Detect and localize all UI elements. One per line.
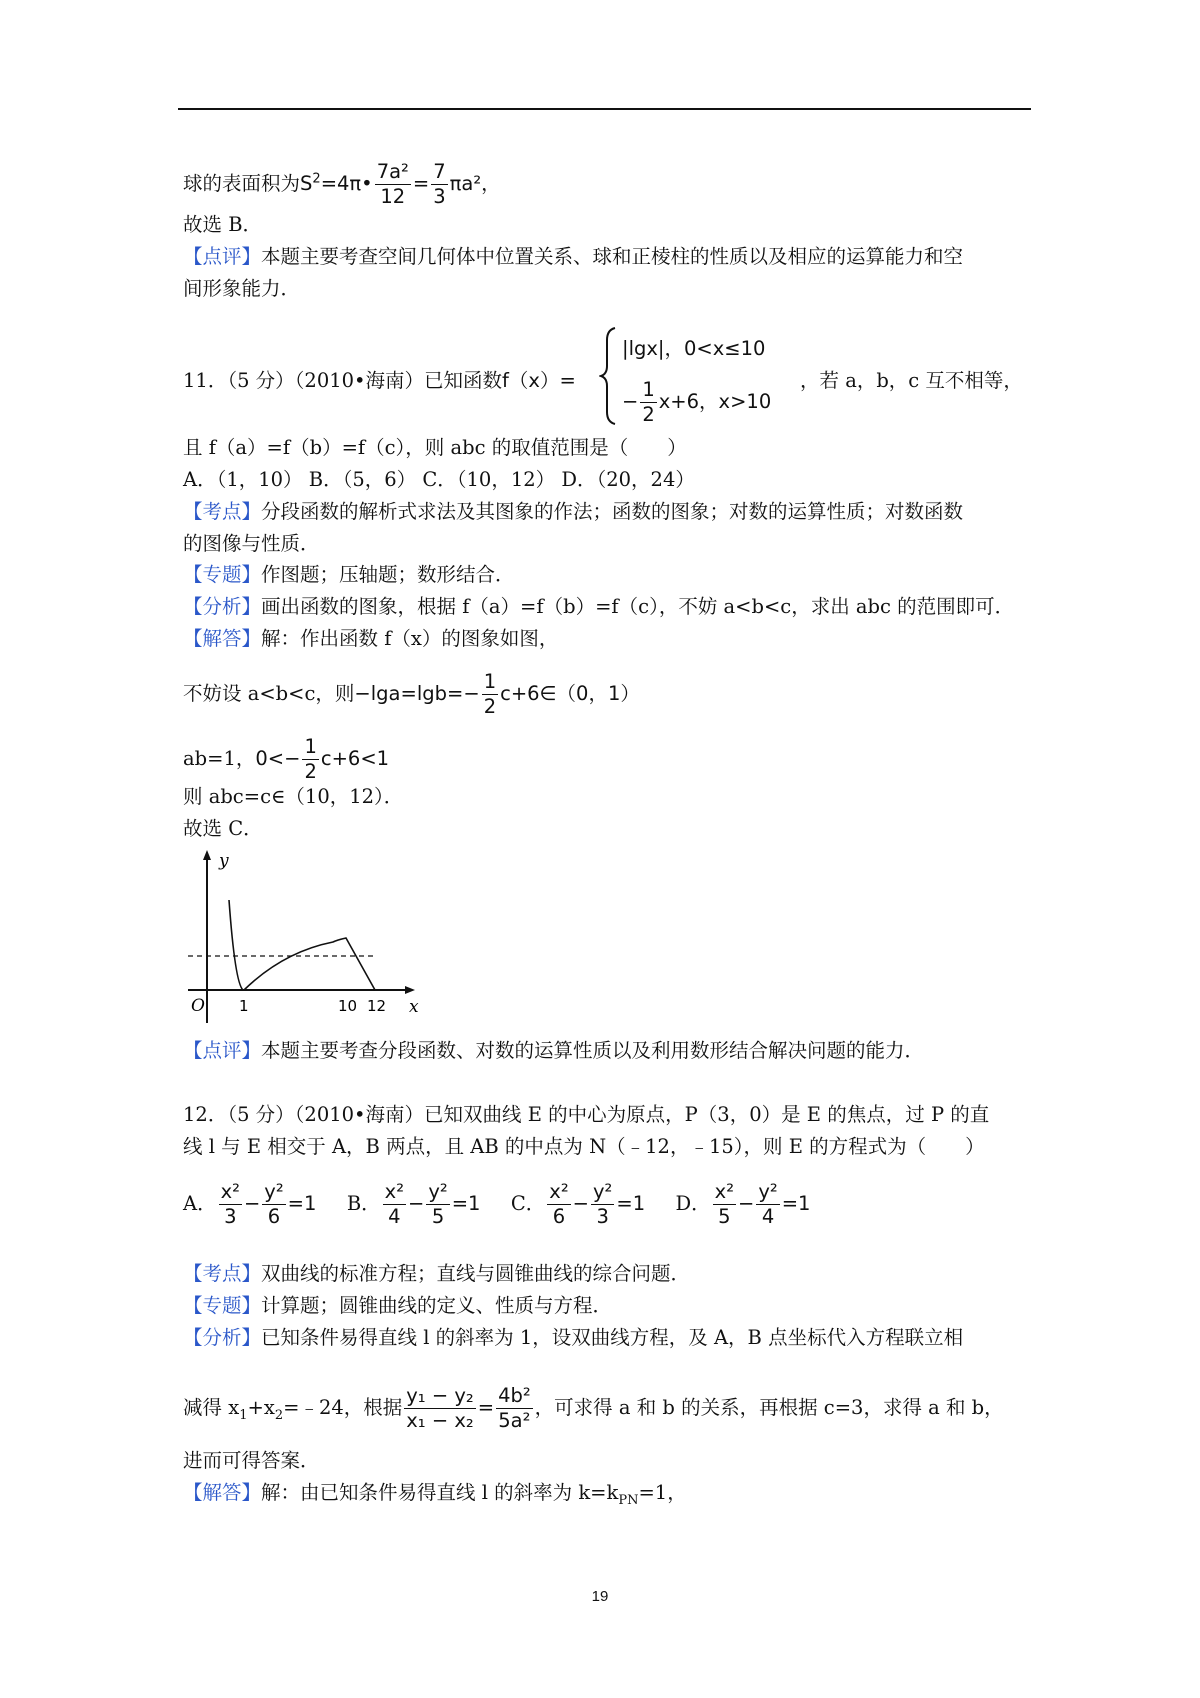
function-graph: [183, 848, 423, 1028]
q11-step-4: 故选 C．: [183, 817, 263, 840]
tick-10: 10: [338, 997, 358, 1015]
x-axis-arrow-icon: [405, 986, 415, 994]
q11-head: 11．（5 分）（2010•海南）已知函数f（x）=: [183, 369, 576, 392]
q11-step-2: ab=1，0<− $\frac{1}{2}$ c+6<1: [183, 735, 390, 783]
option-d: D． $\frac{\text{x²}}{5}$ − $\frac{\text{y²}}{4}$ =1: [675, 1180, 811, 1228]
option-c: C． $\frac{\text{x²}}{6}$ − $\frac{\text{y²}}{3}$ =1: [510, 1180, 646, 1228]
q12-fenxi-2: 减得 $x_1+x_2=﹣24$，根据 $\frac{\text{y₁ − y₂}}{\text{x₁ − x₂}}$ = $\frac{\text{4b²}}{\text{5a²}}$ ，可求得 a 和 b 的关系，再根据 c=3，求得 a 和 b，: [183, 1384, 1004, 1432]
tick-12: 12: [367, 997, 387, 1015]
q11-kaodian-1: 【考点】分段函数的解析式求法及其图象的作法；函数的图象；对数的运算性质；对数函数: [183, 500, 964, 523]
q12-fenxi-3: 进而可得答案．: [183, 1449, 320, 1472]
sphere-line: 球的表面积为$S^2=4\pi•$ $\frac{\text{7a²}}{12}$ = $\frac{7}{3}$ πa²，: [183, 160, 501, 208]
tick-1: 1: [239, 997, 249, 1015]
q11-fenxi: 【分析】画出函数的图象，根据 f（a）=f（b）=f（c），不妨 a<b<c，求出 abc 的范围即可．: [183, 595, 1015, 618]
brace-icon: [599, 326, 619, 426]
q11-step-1: 不妨设 a<b<c，则−lga=lgb=− $\frac{1}{2}$ c+6∈（0，1）: [183, 670, 640, 718]
option-b: B． $\frac{\text{x²}}{4}$ − $\frac{\text{y²}}{5}$ =1: [346, 1180, 481, 1228]
q11-zhuanti: 【专题】作图题；压轴题；数形结合．: [183, 563, 515, 586]
q11-tail: ，若 a，b，c 互不相等，: [800, 369, 1023, 392]
x-label: x: [409, 997, 419, 1017]
fraction: $\frac{7}{3}$: [433, 160, 446, 208]
y-axis-arrow-icon: [203, 850, 211, 860]
q11-dianping: 【点评】本题主要考查分段函数、对数的运算性质以及利用数形结合解决问题的能力．: [183, 1039, 925, 1062]
fraction: $\frac{\text{7a²}}{12}$: [376, 160, 409, 208]
case-2: − $\frac{1}{2}$ x+6，x>10: [622, 378, 772, 426]
q11-options: A．（1，10） B．（5，6） C．（10，12） D．（20，24）: [183, 468, 695, 491]
y-label: y: [219, 851, 229, 871]
q12-fenxi-1: 【分析】已知条件易得直线 l 的斜率为 1，设双曲线方程，及 A，B 点坐标代入方程联立相: [183, 1326, 964, 1349]
q12-zhuanti: 【专题】计算题；圆锥曲线的定义、性质与方程．: [183, 1294, 613, 1317]
q12-jieda: 【解答】解：由已知条件易得直线 l 的斜率为 $k=k_{PN}=1$，: [183, 1481, 687, 1508]
review-line-1: 【点评】本题主要考查空间几何体中位置关系、球和正棱柱的性质以及相应的运算能力和空: [183, 245, 964, 268]
q11-step-3: 则 abc=c∈（10，12）．: [183, 785, 404, 808]
curve: [229, 900, 375, 990]
review-tag: 【点评】: [183, 245, 262, 268]
origin-label: O: [191, 996, 205, 1016]
option-a: A． $\frac{\text{x²}}{3}$ − $\frac{\text{y²}}{6}$ =1: [183, 1180, 317, 1228]
page-number: 19: [591, 1588, 609, 1605]
q11-kaodian-2: 的图像与性质．: [183, 532, 320, 555]
q12-options: [183, 1180, 810, 1229]
review-line-2: 间形象能力．: [183, 277, 301, 300]
q12-line-1: 12．（5 分）（2010•海南）已知双曲线 E 的中心为原点，P（3，0）是 E 的焦点，过 P 的直: [183, 1103, 990, 1126]
q12-line-2: 线 l 与 E 相交于 A，B 两点，且 AB 的中点为 N（﹣12，﹣15），则 E 的方程式为（ ）: [183, 1135, 985, 1158]
choose-b: 故选 B．: [183, 213, 263, 236]
header-rule: [178, 108, 1031, 110]
q12-kaodian: 【考点】双曲线的标准方程；直线与圆锥曲线的综合问题．: [183, 1262, 691, 1285]
case-1: |lgx|，0<x≤10: [622, 337, 766, 360]
q11-line-2: 且 f（a）=f（b）=f（c），则 abc 的取值范围是（ ）: [183, 436, 687, 459]
q11-jieda: 【解答】解：作出函数 f（x）的图象如图，: [183, 627, 559, 650]
